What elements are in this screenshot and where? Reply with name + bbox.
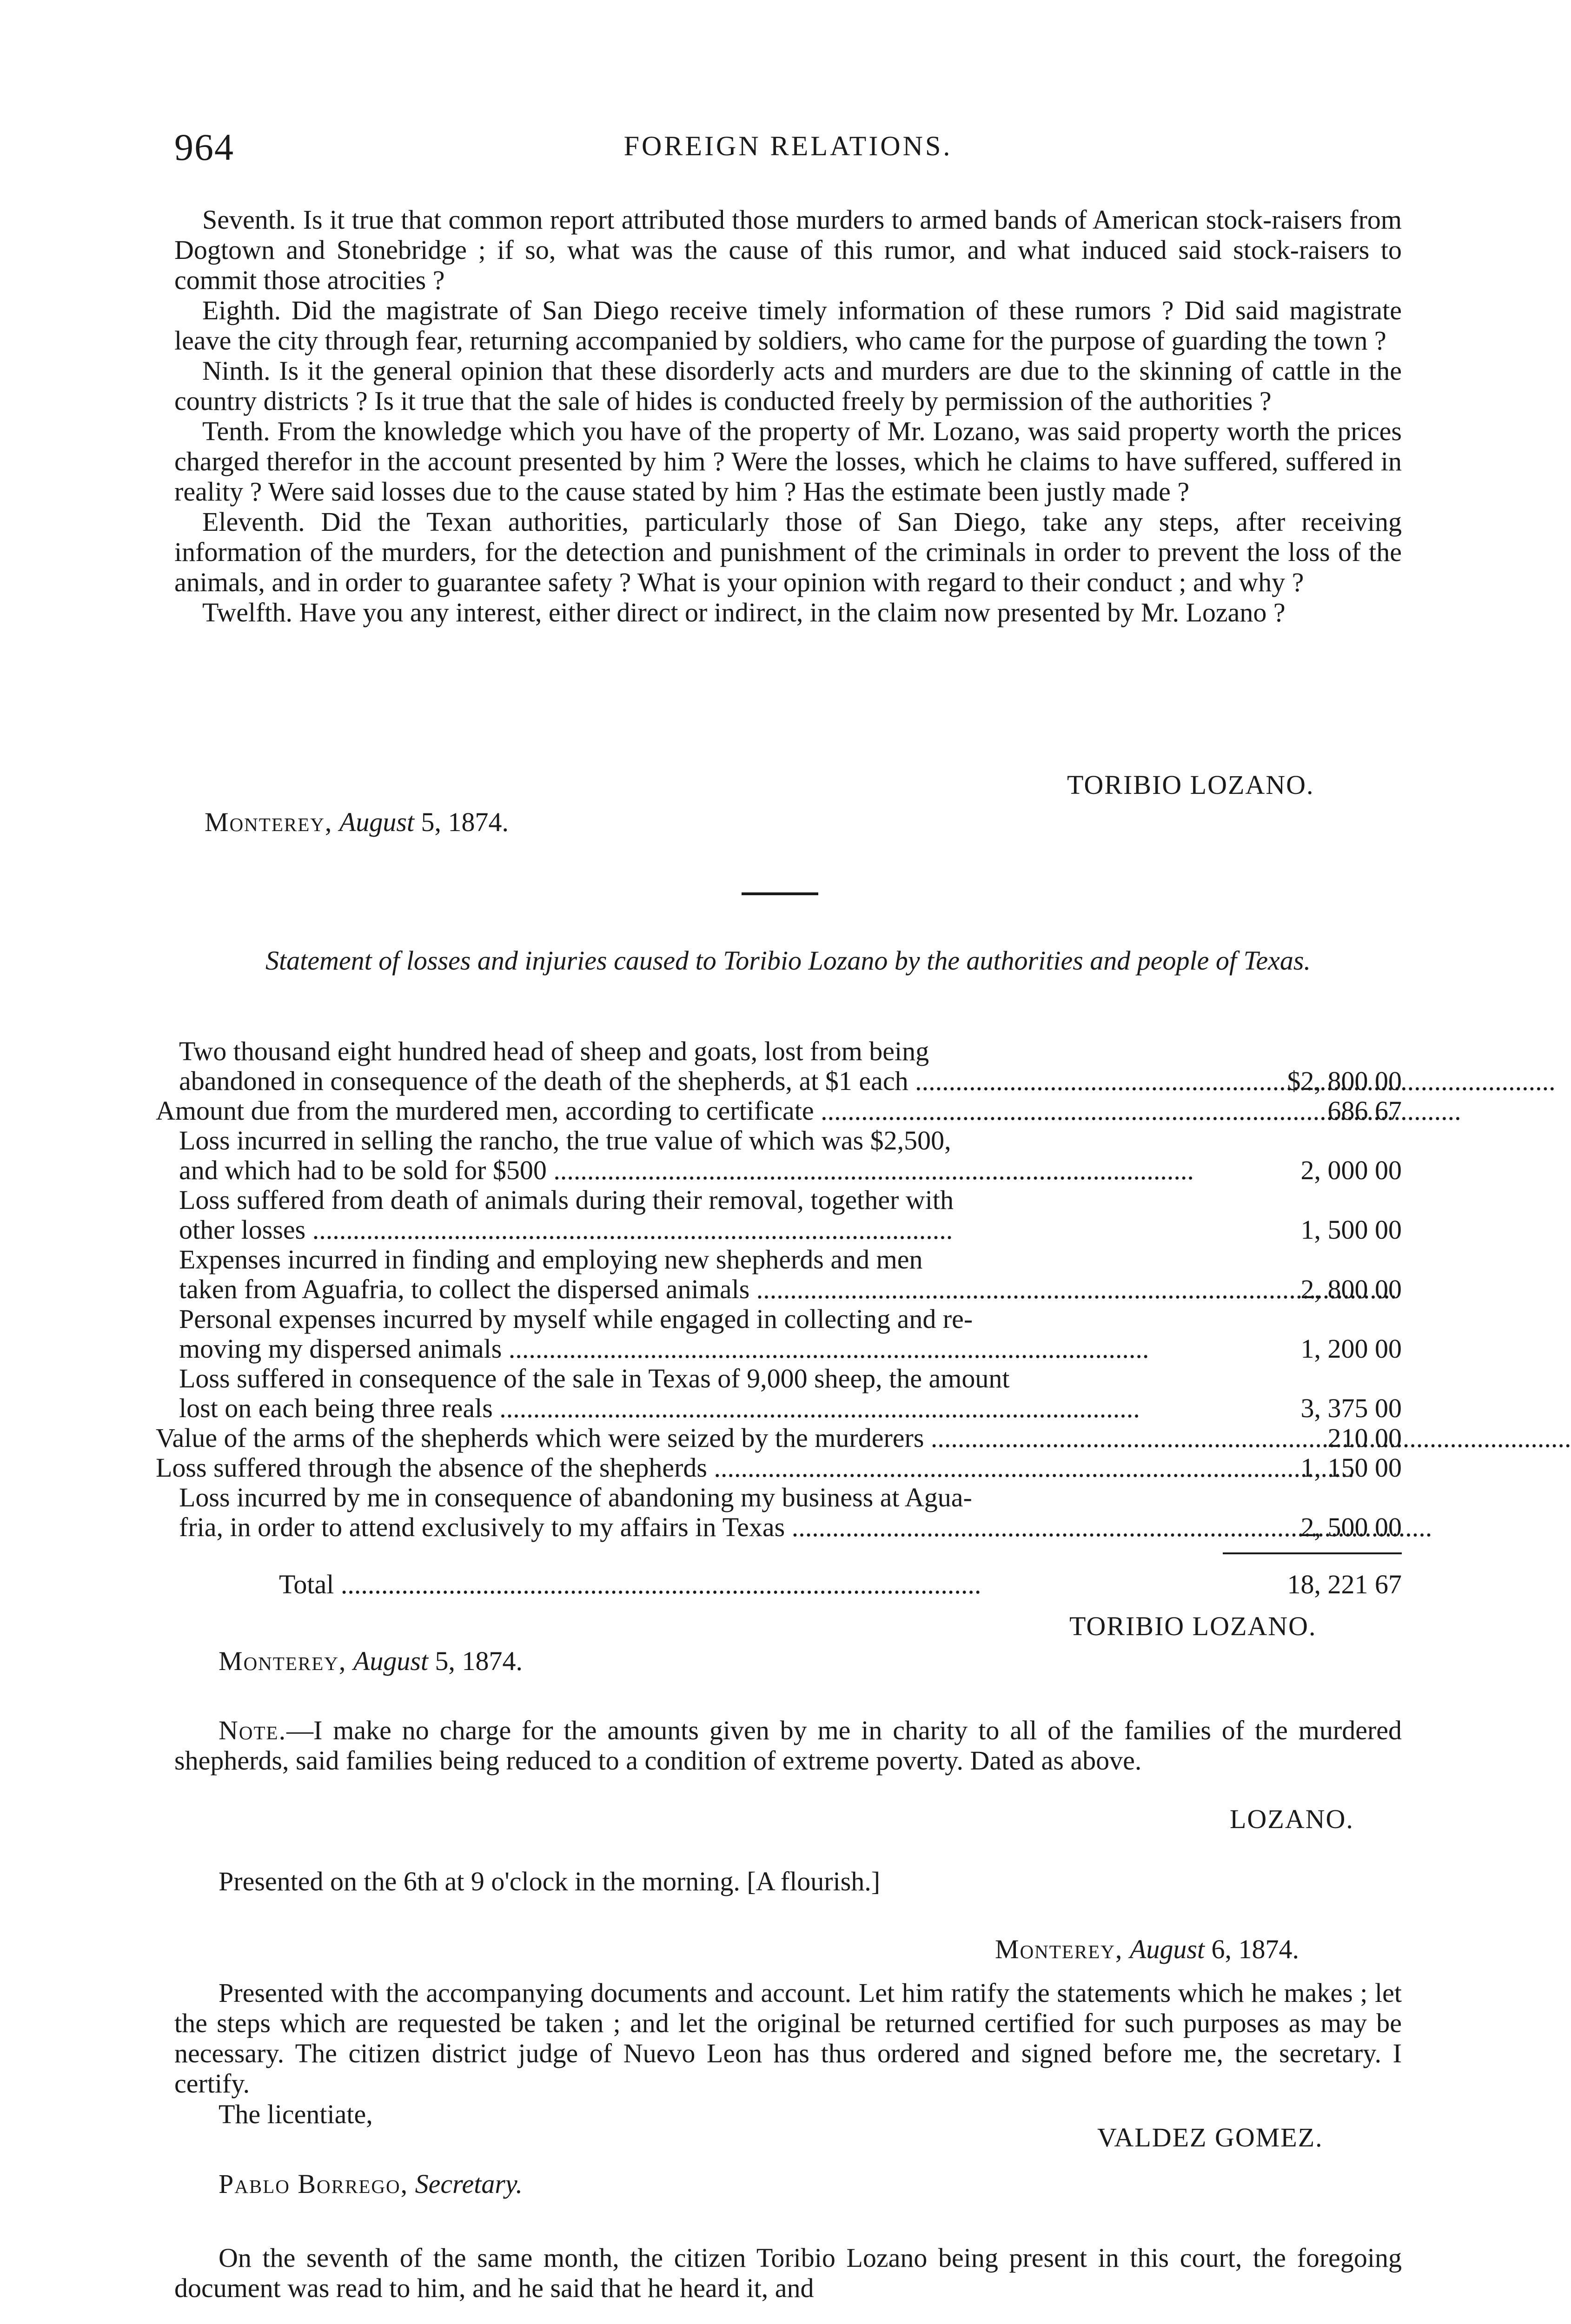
ledger-amount: 210 00 xyxy=(1327,1423,1402,1453)
note-text: —I make no charge for the amounts given by me in charity to all of the families of the murdered shepherds, said families being reduced to a condition of extreme poverty. Dated as above. xyxy=(174,1715,1402,1776)
ledger-amount: 2, 500 00 xyxy=(1300,1512,1402,1542)
signature-lozano-3: LOZANO. xyxy=(1230,1804,1354,1834)
licentiate-line: The licentiate, xyxy=(219,2099,373,2129)
dateline-rest: 5, 1874. xyxy=(435,1646,523,1676)
ledger-entry-first: Loss suffered in consequence of the sale in Texas of 9,000 sheep, the amount xyxy=(179,1363,1010,1393)
ledger-entry-last: Value of the arms of the shepherds which were seized by the murderers ..... xyxy=(179,1423,1244,1453)
ledger-amount: 3, 375 00 xyxy=(1300,1393,1402,1423)
ledger-entry-last: taken from Aguafria, to collect the dispersed animals ..... xyxy=(202,1274,1244,1304)
ledger-amount: 1, 500 00 xyxy=(1300,1215,1402,1245)
ledger-entry-first: Loss incurred in selling the rancho, the true value of which was $2,500, xyxy=(179,1125,951,1155)
secretary-title: Secretary. xyxy=(415,2169,523,2199)
ledger-entry xyxy=(156,1423,1402,1453)
signature-lozano-1: TORIBIO LOZANO. xyxy=(1067,770,1314,800)
final-text: On the seventh of the same month, the citizen Toribio Lozano being present in this court, the foregoing document was read to him, and he said that he heard it, and xyxy=(174,2243,1402,2303)
signature-lozano-2: TORIBIO LOZANO. xyxy=(1069,1611,1317,1641)
ledger-entry xyxy=(156,1452,1402,1483)
ledger-amount: 2, 000 00 xyxy=(1300,1155,1402,1185)
question-eleventh: Eleventh. Did the Texan authorities, particularly those of San Diego, take any steps, after receiving information of the murders, for the detection and punishment of the criminals in order to prevent the loss of the animals, and in order to guarantee safety ? What is your opinion with regard to their conduct ; and why ? xyxy=(174,507,1402,597)
ledger-amount: 686 67 xyxy=(1327,1096,1402,1126)
running-title: FOREIGN RELATIONS. xyxy=(623,131,953,161)
ledger-entry-first: Personal expenses incurred by myself while engaged in collecting and re- xyxy=(179,1304,973,1334)
ledger-entry-last: Loss suffered through the absence of the shepherds ..... xyxy=(179,1453,1244,1483)
ledger-entry-first: Loss incurred by me in consequence of abandoning my business at Agua- xyxy=(179,1482,972,1512)
ledger-entry-last: and which had to be sold for $500 ..... xyxy=(202,1155,1244,1185)
dateline-3 xyxy=(995,1934,1299,1965)
ledger-total xyxy=(279,1569,1402,1600)
ledger-entry xyxy=(179,1185,1402,1245)
ledger-entry-first: Expenses incurred in finding and employing new shepherds and men xyxy=(179,1244,923,1274)
secretary-name: Pablo Borrego, xyxy=(219,2169,409,2199)
presented-text: Presented on the 6th at 9 o'clock in the morning. [A flourish.] xyxy=(219,1866,881,1896)
ledger-entry xyxy=(179,1304,1402,1364)
dateline-rest: 6, 1874. xyxy=(1211,1934,1299,1964)
question-tenth: Tenth. From the knowledge which you have of the property of Mr. Lozano, was said property worth the prices charged therefor in the account presented by him ? Were the losses, which he claims to have suffered, suffered in reality ? Were said losses due to the cause stated by him ? Has the estimate been justly made ? xyxy=(174,416,1402,507)
presented-line xyxy=(174,1866,1402,1896)
question-ninth: Ninth. Is it the general opinion that these disorderly acts and murders are due to the skinning of cattle in the country districts ? Is it true that the sale of hides is conducted freely by permission of the authorities ? xyxy=(174,356,1402,416)
final-paragraph xyxy=(174,2243,1402,2303)
ledger-entry xyxy=(179,1245,1402,1304)
total-label: Total ..... xyxy=(279,1569,1223,1600)
order-text: Presented with the accompanying documents and account. Let him ratify the statements which he makes ; let the steps which are requested be taken ; and let the original be returned certified for such purposes as may be necessary. The citizen district judge of Nuevo Leon has thus ordered and signed before me, the secretary. I certify. xyxy=(174,1978,1402,2099)
signature-valdez-gomez: VALDEZ GOMEZ. xyxy=(1097,2122,1323,2152)
section-rule xyxy=(742,892,818,895)
running-head xyxy=(174,125,1402,177)
dateline-month: August xyxy=(339,807,415,837)
question-twelfth: Twelfth. Have you any interest, either direct or indirect, in the claim now presented by Mr. Lozano ? xyxy=(202,597,1286,627)
order-paragraph xyxy=(174,1978,1402,2099)
ledger-entry xyxy=(179,1364,1402,1423)
page-number: 964 xyxy=(174,126,234,168)
dateline-place: Monterey, xyxy=(205,807,333,837)
ledger-entry xyxy=(179,1126,1402,1185)
ledger-entry xyxy=(179,1037,1402,1096)
ledger-entry-last: lost on each being three reals ..... xyxy=(202,1393,1244,1423)
note-paragraph xyxy=(174,1715,1402,1776)
ledger-amount: 2, 800 00 xyxy=(1300,1274,1402,1304)
total-rule xyxy=(1223,1552,1402,1554)
dateline-rest: 5, 1874. xyxy=(421,807,509,837)
dateline-place: Monterey, xyxy=(995,1934,1123,1964)
dateline-1 xyxy=(205,806,509,838)
ledger-entry-last: Amount due from the murdered men, according to certificate ..... xyxy=(179,1096,1244,1126)
ledger-entry-last: abandoned in consequence of the death of the shepherds, at $1 each ..... xyxy=(202,1066,1244,1096)
note-label: Note. xyxy=(219,1715,287,1745)
ledger-amount: 1, 200 00 xyxy=(1300,1334,1402,1364)
ledger-entry xyxy=(156,1096,1402,1126)
question-seventh: Seventh. Is it true that common report attributed those murders to armed bands of American stock-raisers from Dogtown and Stonebridge ; if so, what was the cause of this rumor, and what induced said stock-raisers to commit those atrocities ? xyxy=(174,205,1402,295)
total-amount: 18, 221 67 xyxy=(1287,1569,1402,1599)
dateline-place: Monterey, xyxy=(219,1646,347,1676)
statement-title: Statement of losses and injuries caused to Toribio Lozano by the authorities and people of Texas. xyxy=(265,945,1311,976)
ledger-entry xyxy=(179,1483,1402,1542)
ledger-amount: $2, 800 00 xyxy=(1287,1066,1402,1096)
secretary-line xyxy=(219,2168,523,2199)
ledger-entry-first: Loss suffered from death of animals during their removal, together with xyxy=(179,1185,954,1215)
question-eighth: Eighth. Did the magistrate of San Diego receive timely information of these rumors ? Did said magistrate leave the city through fear, returning accompanied by soldiers, who came for the purpose of guarding the town ? xyxy=(174,295,1402,356)
ledger-entry-first: Two thousand eight hundred head of sheep and goats, lost from being xyxy=(179,1036,929,1066)
ledger-entry-last: moving my dispersed animals ..... xyxy=(202,1334,1244,1364)
interrogatory-questions xyxy=(174,205,1402,627)
ledger-entry-last: fria, in order to attend exclusively to my affairs in Texas ..... xyxy=(202,1512,1244,1542)
dateline-month: August xyxy=(1129,1934,1205,1964)
dateline-month: August xyxy=(353,1646,429,1676)
dateline-2 xyxy=(219,1645,523,1677)
losses-ledger xyxy=(156,1036,1402,1542)
ledger-entry-last: other losses ..... xyxy=(202,1215,1244,1245)
ledger-amount: 1, 150 00 xyxy=(1300,1452,1402,1483)
